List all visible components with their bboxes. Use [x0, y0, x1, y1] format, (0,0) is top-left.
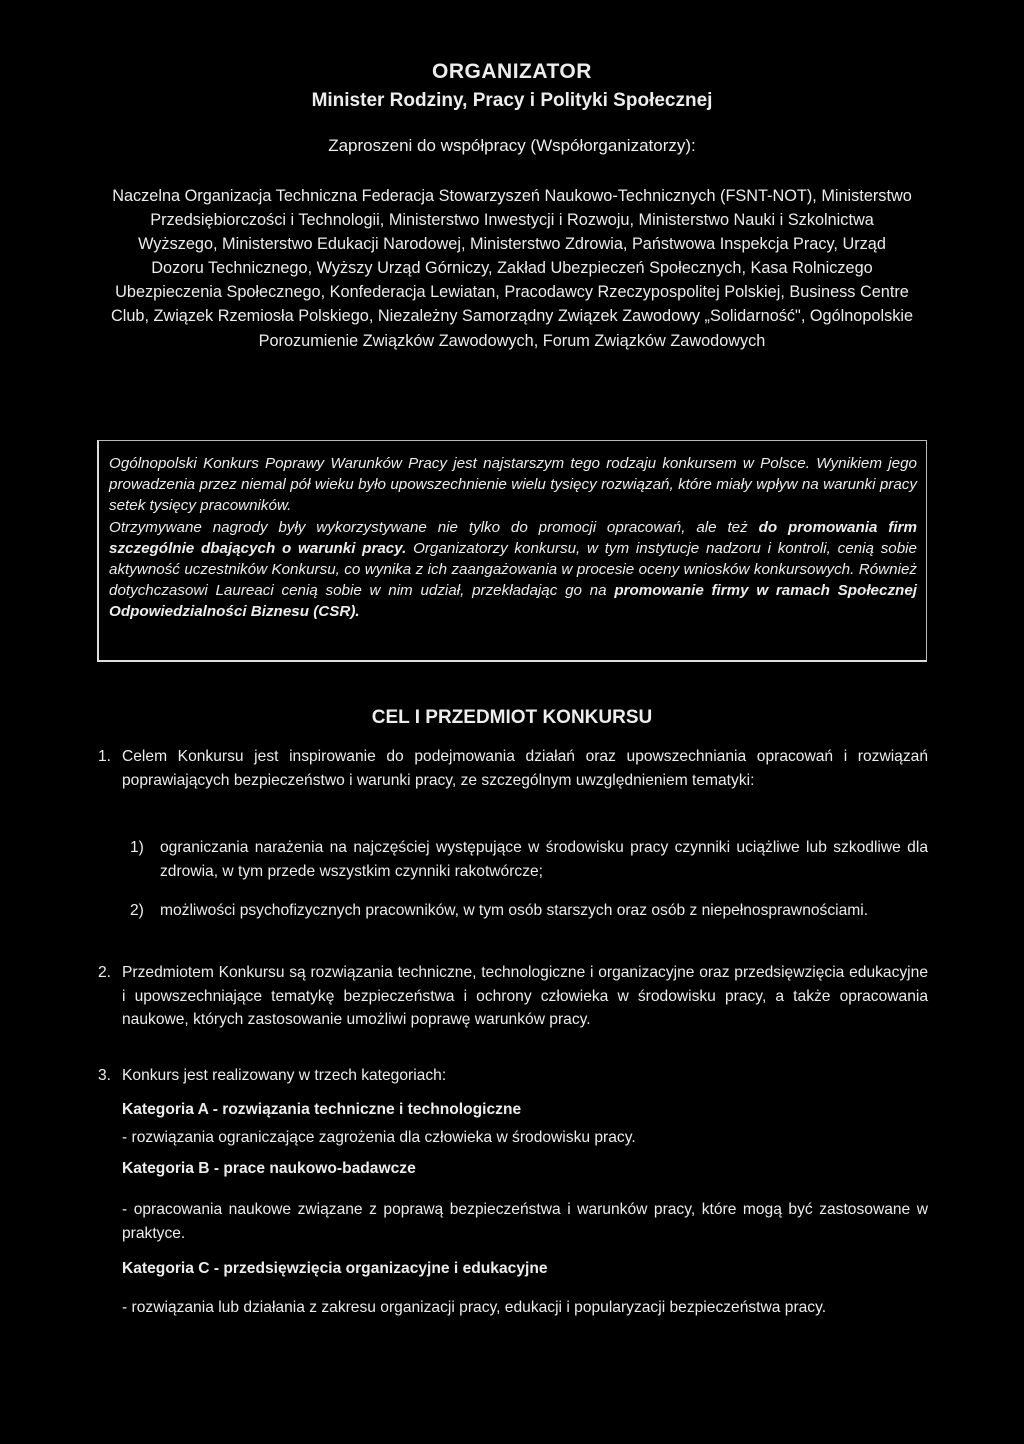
organizer-ministry: Minister Rodziny, Pracy i Polityki Społecznej	[311, 90, 713, 111]
subitem-1-number: 1)	[130, 839, 144, 856]
item-1-text: Celem Konkursu jest inspirowanie do podejmowania działań oraz upowszechniania opracowań i rozwiązań poprawiających bezpieczeństwo i warunki pracy, ze szczególnym uwzględnieniem tematyki:	[122, 748, 928, 789]
item-2-text: Przedmiotem Konkursu są rozwiązania techniczne, technologiczne i organizacyjne oraz przedsięwzięcia edukacyjne i upowszechniające tematykę bezpieczeństwa i ochrony człowieka w środowisku pracy, a także opracowania naukowe, których zastosowanie umożliwi poprawę warunków pracy.	[122, 964, 928, 1029]
category-b-description: - opracowania naukowe związane z poprawą bezpieczeństwa i warunków pracy, które mogą być zastosowane w praktyce.	[122, 1201, 928, 1242]
category-c-description: - rozwiązania lub działania z zakresu organizacji pracy, edukacji i popularyzacji bezpieczeństwa pracy.	[122, 1299, 827, 1316]
item-3-text: Konkurs jest realizowany w trzech kategoriach:	[122, 1067, 447, 1084]
intro-p2-start: Otrzymywane nagrody były wykorzystywane nie tylko do promocji opracowań, ale też	[109, 518, 748, 536]
item-3-number: 3.	[98, 1067, 112, 1084]
intro-paragraph-1: Ogólnopolski Konkurs Poprawy Warunków Pracy jest najstarszym tego rodzaju konkursem w Polsce. Wynikiem jego prowadzenia przez niemal pół wieku było upowszechnienie wielu tysięcy rozwiązań, które miały wpływ na warunki pracy setek tysięcy pracowników.	[109, 455, 917, 515]
invitation-line: Zaproszeni do współpracy (Współorganizatorzy):	[328, 136, 696, 155]
organizer-heading: ORGANIZATOR	[432, 60, 592, 83]
subitem-2-text: możliwości psychofizycznych pracowników, w tym osób starszych oraz osób z niepełnosprawnościami.	[160, 902, 869, 919]
intro-paragraph-2	[109, 517, 917, 623]
intro-box-text	[109, 453, 917, 623]
subitem-1-text: ograniczania narażenia na najczęściej występujące w środowisku pracy czynniki uciążliwe lub szkodliwe dla zdrowia, w tym przede wszystkim czynniki rakotwórcze;	[160, 839, 928, 880]
category-c-title: Kategoria C - przedsięwzięcia organizacyjne i edukacyjne	[122, 1260, 548, 1277]
subitem-2-number: 2)	[130, 902, 144, 919]
intro-p2-bold-2: promowanie firmy w ramach Społecznej Odpowiedzialności Biznesu (CSR).	[109, 582, 917, 621]
partners-list: Naczelna Organizacja Techniczna Federacja Stowarzyszeń Naukowo-Technicznych (FSNT-NOT), Ministerstwo Przedsiębiorczości i Technologii, Ministerstwo Inwestycji i Rozwoju, Ministerstwo Nauki i Szkolnictwa Wyższego, Ministerstwo Edukacji Narodowej, Ministerstwo Zdrowia, Państwowa Inspekcja Pracy, Urząd Dozoru Technicznego, Wyższy Urząd Górniczy, Zakład Ubezpieczeń Społecznych, Kasa Rolniczego Ubezpieczenia Społecznego, Konfederacja Lewiatan, Pracodawcy Rzeczypospolitej Polskiej, Business Centre Club, Związek Rzemiosła Polskiego, Niezależny Samorządny Związek Zawodowy „Solidarność", Ogólnopolskie Porozumienie Związków Zawodowych, Forum Związków Zawodowych	[110, 187, 914, 350]
intro-p2-bold-1: do promowania firm szczególnie dbających o warunki pracy.	[109, 518, 917, 557]
section-heading: CEL I PRZEDMIOT KONKURSU	[371, 707, 653, 728]
item-1-number: 1.	[98, 748, 112, 765]
category-b-title: Kategoria B - prace naukowo-badawcze	[122, 1160, 416, 1177]
item-2-number: 2.	[98, 964, 112, 981]
category-a-title: Kategoria A - rozwiązania techniczne i technologiczne	[122, 1101, 522, 1118]
category-a-description: - rozwiązania ograniczające zagrożenia dla człowieka w środowisku pracy.	[122, 1129, 636, 1146]
intro-p2-middle: Organizatorzy konkursu, w tym instytucje nadzoru i kontroli, cenią sobie aktywność uczestników Konkursu, co wynika z ich zaangażowania w procesie oceny wniosków konkursowych. Również dotychczasowi Laureaci cenią sobie w nim udział, przekładając go na	[109, 539, 918, 600]
